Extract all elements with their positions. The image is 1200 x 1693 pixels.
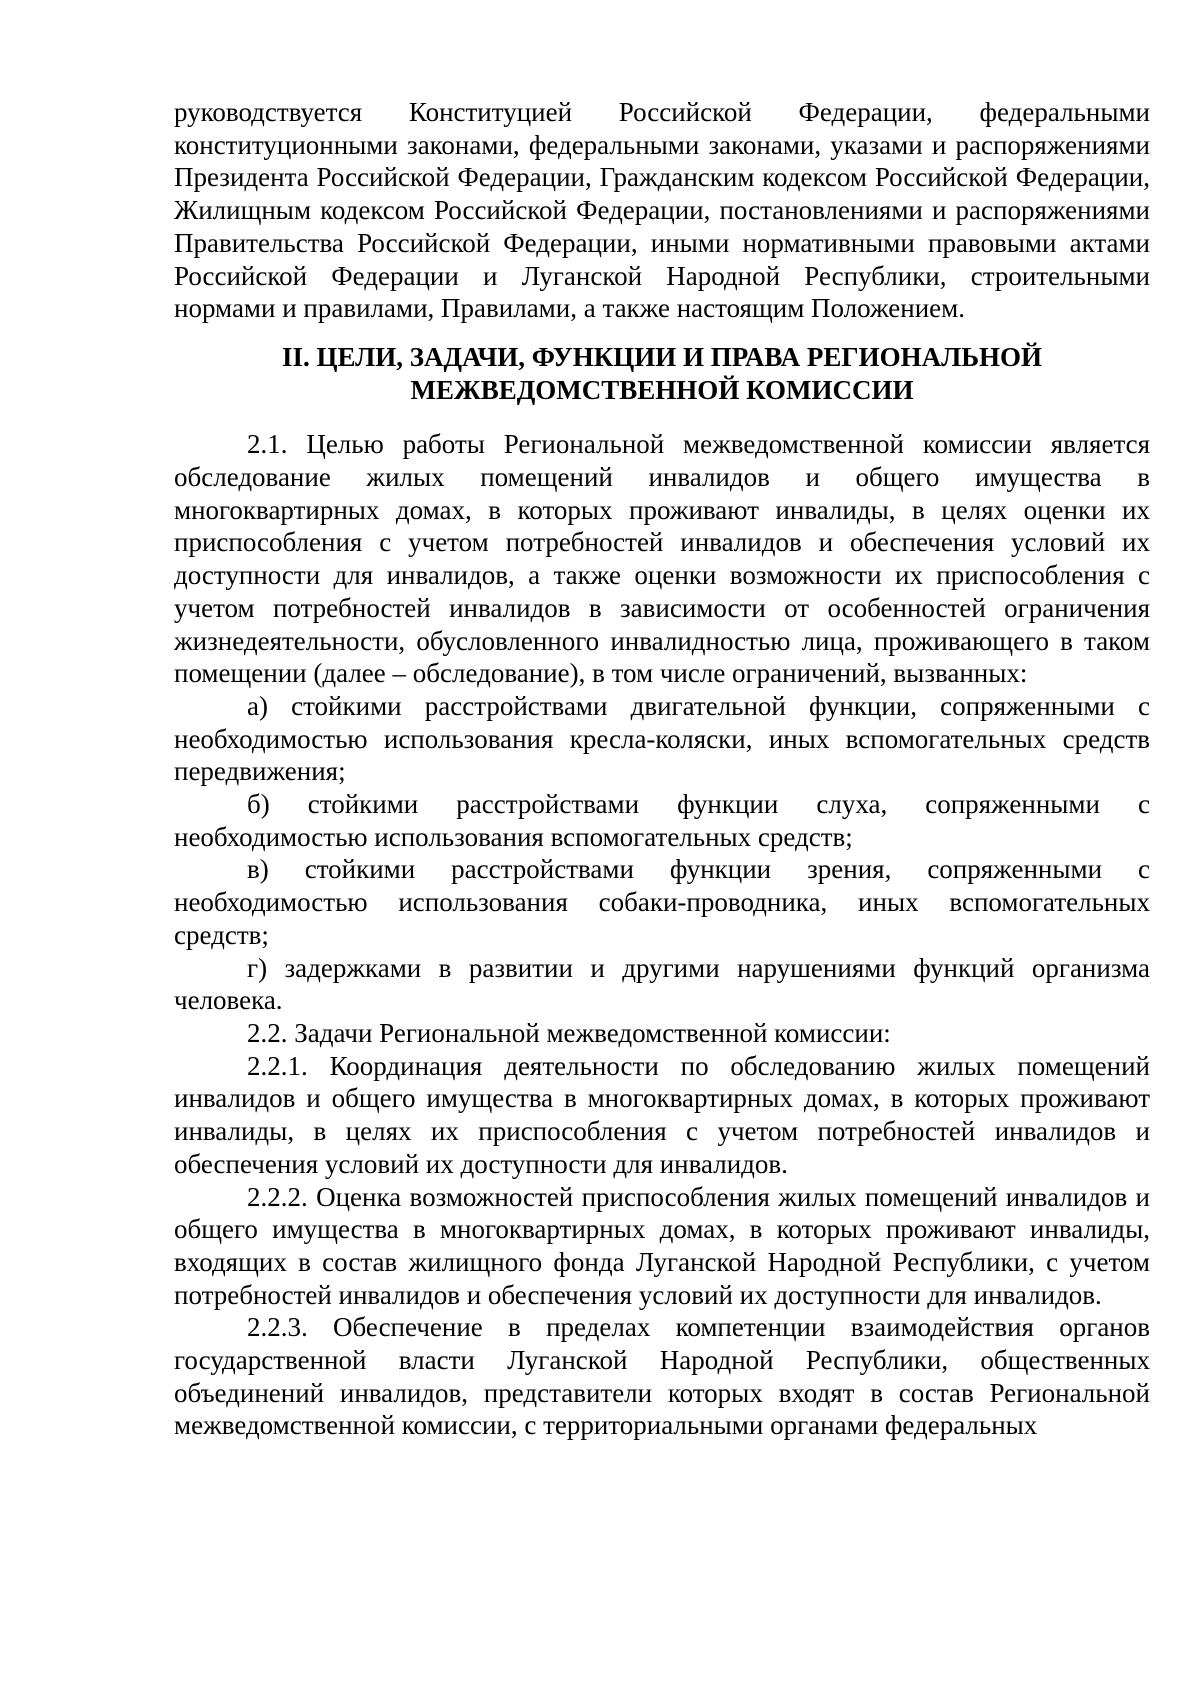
intro-paragraph: руководствуется Конституцией Российской Федерации, федеральными конституционными законами, федеральными законами, указами и распоряжениями Президента Российской Федерации, Гражданским кодексом Российской Федерации, Жилищным кодексом Российской Федерации, постановлениями и распоряжениями Правительства Российской Федерации, иными нормативными правовыми актами Российской Федерации и Луганской Народной Республики, строительными нормами и правилами, Правилами, а также настоящим Положением. bbox=[174, 97, 1150, 324]
paragraph-2-1: 2.1. Целью работы Региональной межведомственной комиссии является обследование жилых помещений инвалидов и общего имущества в многоквартирных домах, в которых проживают инвалиды, в целях оценки их приспособления с учетом потребностей инвалидов и обеспечения условий их доступности для инвалидов, а также оценки возможности их приспособления с учетом потребностей инвалидов в зависимости от особенностей ограничения жизнедеятельности, обусловленного инвалидностью лица, проживающего в таком помещении (далее – обследование), в том числе ограничений, вызванных: bbox=[174, 429, 1150, 689]
paragraph-2-1-a: а) стойкими расстройствами двигательной функции, сопряженными с необходимостью использования кресла-коляски, иных вспомогательных средств передвижения; bbox=[174, 690, 1150, 787]
paragraph-2-1-v: в) стойкими расстройствами функции зрения, сопряженными с необходимостью использования собаки-проводника, иных вспомогательных средств; bbox=[174, 854, 1150, 950]
document-page bbox=[174, 96, 1150, 1442]
paragraph-2-1-b: б) стойкими расстройствами функции слуха, сопряженными с необходимостью использования вспомогательных средств; bbox=[174, 789, 1150, 852]
paragraph-2-2-2: 2.2.2. Оценка возможностей приспособления жилых помещений инвалидов и общего имущества в многоквартирных домах, в которых проживают инвалиды, входящих в состав жилищного фонда Луганской Народной Республики, с учетом потребностей инвалидов и обеспечения условий их доступности для инвалидов. bbox=[174, 1181, 1150, 1310]
section-heading bbox=[174, 341, 1150, 406]
paragraph-2-1-g: г) задержками в развитии и другими нарушениями функций организма человека. bbox=[174, 952, 1150, 1016]
section-heading-line-1: II. ЦЕЛИ, ЗАДАЧИ, ФУНКЦИИ И ПРАВА РЕГИОНАЛЬНОЙ bbox=[281, 341, 1043, 372]
paragraph-2-2-3: 2.2.3. Обеспечение в пределах компетенции взаимодействия органов государственной власти Луганской Народной Республики, общественных объединений инвалидов, представители которых входят в состав Региональной межведомственной комиссии, с территориальными органами федеральных bbox=[174, 1312, 1150, 1441]
paragraph-2-2: 2.2. Задачи Региональной межведомственной комиссии: bbox=[247, 1017, 891, 1048]
section-heading-line-2: МЕЖВЕДОМСТВЕННОЙ КОМИССИИ bbox=[410, 374, 914, 405]
paragraph-2-2-1: 2.2.1. Координация деятельности по обследованию жилых помещений инвалидов и общего имущества в многоквартирных домах, в которых проживают инвалиды, в целях их приспособления с учетом потребностей инвалидов и обеспечения условий их доступности для инвалидов. bbox=[174, 1050, 1150, 1179]
